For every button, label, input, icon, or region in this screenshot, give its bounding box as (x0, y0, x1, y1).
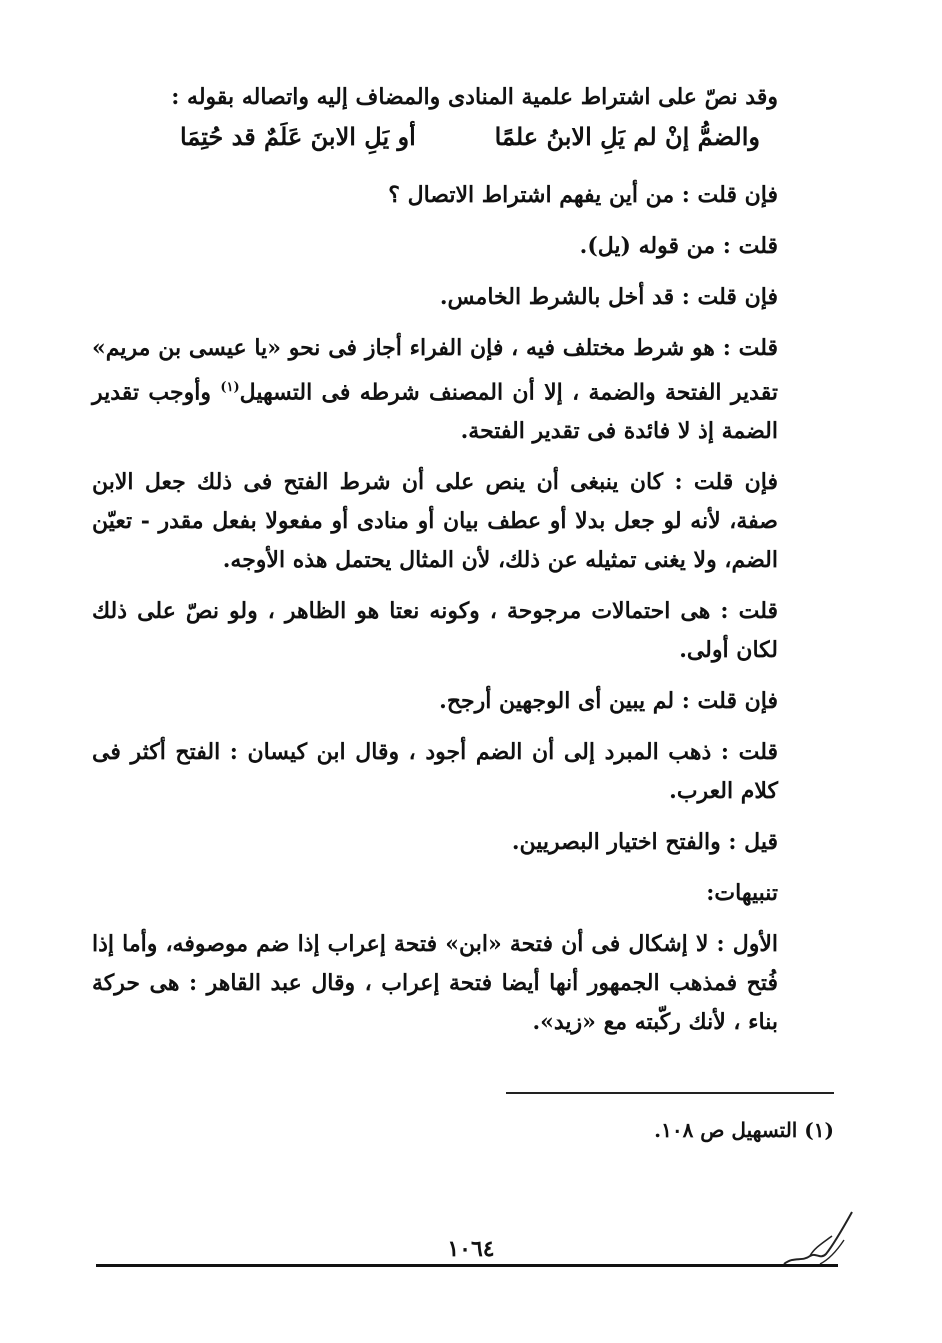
paragraph-answer-4: قلت : ذهب المبرد إلى أن الضم أجود ، وقال ابن كيسان : الفتح أكثر فى كلام العرب. (92, 739, 778, 805)
paragraph-answer-1: قلت : من قوله (يل). (579, 233, 778, 259)
verse-first-hemistich: والضمُّ إنْ لم يَلِ الابنُ علمًا (494, 122, 760, 151)
footnote-divider (506, 1092, 834, 1094)
pen-signature-mark (780, 1206, 856, 1272)
paragraph-answer-2-part-2: وأوجب تقدير الضمة إذ لا فائدة فى تقدير الفتحة. (92, 379, 778, 445)
body-text (92, 176, 836, 1042)
verse-second-hemistich: أو يَلِ الابنَ عَلَمٌ قد حُتِمَا (180, 122, 416, 151)
paragraph-answer-2-part-1: قلت : هو شرط مختلف فيه ، فإن الفراء أجاز فى نحو «يا عيسى بن مريم» تقدير الفتحة والضمة ، إلا أن المصنف شرطه فى التسهيل (92, 335, 778, 406)
intro-line-block (92, 78, 836, 117)
verse-line (160, 122, 760, 162)
intro-line: وقد نصّ على اشتراط علمية المنادى والمضاف إليه واتصاله بقوله : (171, 84, 778, 110)
paragraph-answer-2 (92, 329, 836, 451)
bottom-rule (96, 1264, 838, 1267)
paragraph-first-note: الأول : لا إشكال فى أن فتحة «ابن» فتحة إعراب إذا ضم موصوفه، وأما إذا فُتح فمذهب الجمهور أنها أيضا فتحة إعراب ، وقال عبد القاهر : هى حركة بناء ، لأنك ركّبته مع «زيد». (92, 931, 778, 1036)
paragraph-question-4: فإن قلت : لم يبين أى الوجهين أرجح. (439, 688, 778, 715)
paragraph-question-2: فإن قلت : قد أخل بالشرط الخامس. (439, 284, 778, 310)
footnote-marker: (١) (220, 380, 240, 395)
paragraph-note: قيل : والفتح اختيار البصريين. (511, 829, 778, 856)
page-number: ١٠٦٤ (447, 1236, 495, 1262)
section-heading: تنبيهات: (706, 880, 778, 907)
paragraph-question-1: فإن قلت : من أين يفهم اشتراط الاتصال ؟ (388, 182, 778, 208)
footnote-text: (١) التسهيل ص ١٠٨. (654, 1118, 834, 1142)
paragraph-answer-3: قلت : هى احتمالات مرجوحة ، وكونه نعتا هو الظاهر ، ولو نصّ على ذلك لكان أولى. (92, 598, 778, 664)
paragraph-question-3: فإن قلت : كان ينبغى أن ينص على أن شرط الفتح فى ذلك جعل الابن صفة، لأنه لو جعل بدلا أو عطف بيان أو منادى أو مفعولا بفعل مقدر - تعيّن الضم، ولا يغنى تمثيله عن ذلك، لأن المثال يحتمل هذه الأوجه. (92, 469, 778, 574)
